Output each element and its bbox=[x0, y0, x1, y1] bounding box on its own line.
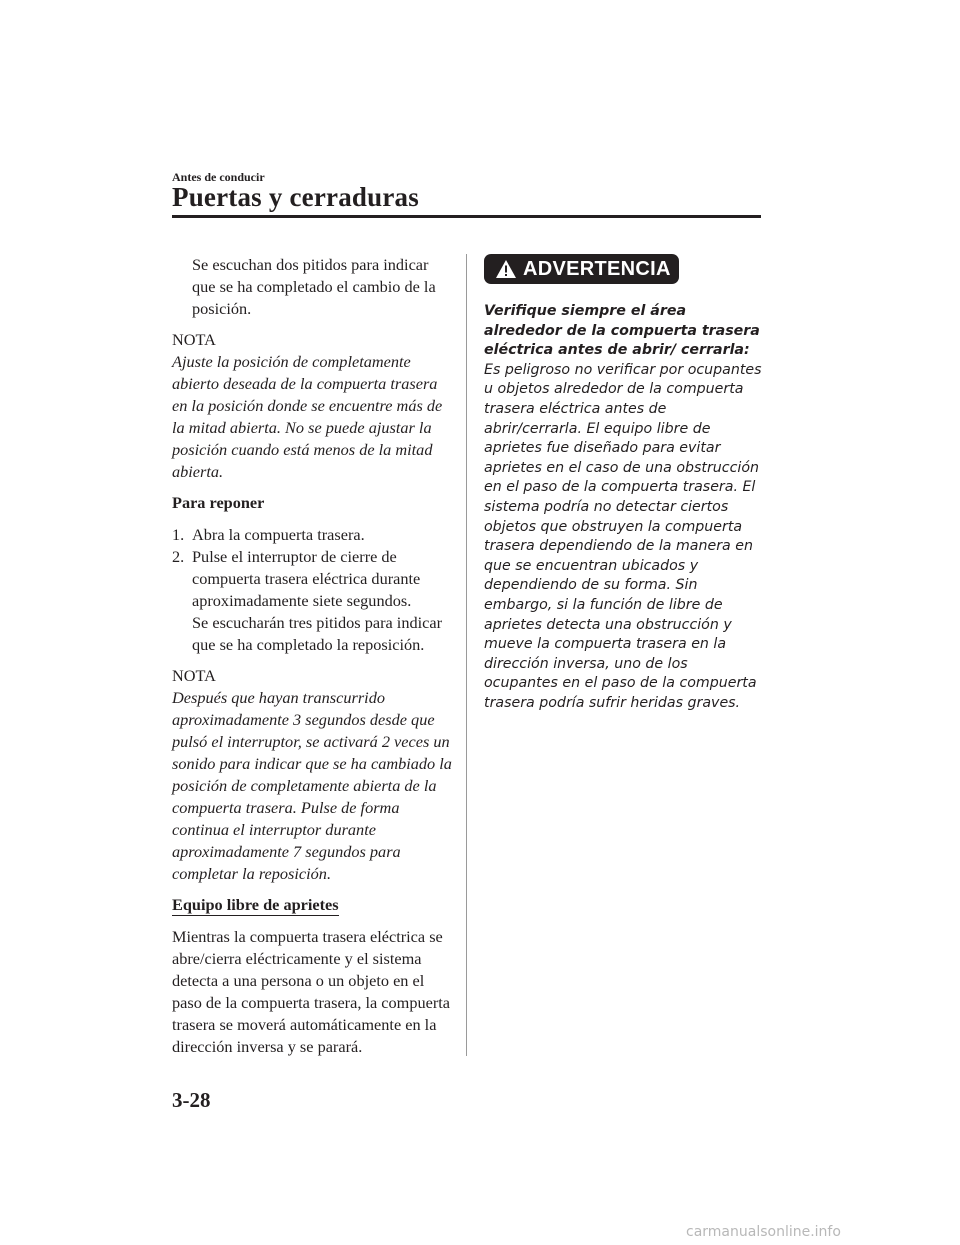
warning-title: Verifique siempre el área alrededor de la compuerta trasera eléctrica antes de abrir/ cerrarla: bbox=[484, 303, 760, 359]
list-item bbox=[172, 546, 454, 656]
step-number: 2. bbox=[172, 547, 185, 566]
warning-block bbox=[484, 254, 764, 713]
section-label: Antes de conducir bbox=[172, 170, 265, 184]
page-title: Puertas y cerraduras bbox=[172, 182, 419, 212]
warning-badge bbox=[484, 254, 679, 284]
step-extra-text: Se escucharán tres pitidos para indicar que se ha completado la reposición. bbox=[192, 613, 442, 654]
header-divider bbox=[172, 215, 761, 218]
section-body: Mientras la compuerta trasera eléctrica se abre/cierra eléctricamente y el sistema detecta a una persona o un objeto en el paso de la compuerta trasera, la compuerta trasera se moverá automáticamente en la dirección inversa y se parará. bbox=[172, 927, 451, 1056]
note-title: NOTA bbox=[172, 666, 216, 685]
warning-text: Es peligroso no verificar por ocupantes u objetos alrededor de la compuerta trasera eléctrica antes de abrir/cerrarla. El equipo libre de aprietes fue diseñado para evitar aprietes en el caso de una obstrucción en el paso de la compuerta trasera. El sistema podría no detectar ciertos objetos que obstruyen la compuerta trasera dependiendo de la manera en que se encuentran ubicados y dependiendo de su forma. Sin embargo, si la función de libre de aprietes detecta una obstrucción y mueve la compuerta trasera en la dirección inversa, uno de los ocupantes en el paso de la compuerta trasera podría sufrir heridas graves. bbox=[484, 361, 762, 711]
note-title: NOTA bbox=[172, 330, 216, 349]
column-divider bbox=[466, 254, 467, 1056]
note-block bbox=[172, 329, 454, 483]
steps-list bbox=[172, 524, 454, 656]
warning-triangle-icon bbox=[495, 259, 517, 279]
page-number: 3-28 bbox=[172, 1088, 211, 1112]
step-text: Pulse el interruptor de cierre de compuerta trasera eléctrica durante aproximadamente siete segundos. bbox=[192, 547, 421, 610]
step-text: Abra la compuerta trasera. bbox=[192, 525, 365, 544]
list-item bbox=[172, 524, 454, 546]
section-heading: Equipo libre de aprietes bbox=[172, 895, 339, 914]
note-block bbox=[172, 665, 454, 885]
left-column bbox=[172, 254, 454, 1058]
note-text: Ajuste la posición de completamente abierto deseada de la compuerta trasera en la posición donde se encuentre más de la mitad abierta. No se puede ajustar la posición cuando está menos de la mitad abierta. bbox=[172, 352, 443, 481]
subheading-reset: Para reponer bbox=[172, 493, 265, 512]
step-number: 1. bbox=[172, 525, 185, 544]
note-text: Después que hayan transcurrido aproximadamente 3 segundos desde que pulsó el interruptor, se activará 2 veces un sonido para indicar que se ha cambiado la posición de completamente abierta de la compuerta trasera. Pulse de forma continua el interruptor durante aproximadamente 7 segundos para completar la reposición. bbox=[172, 688, 452, 883]
warning-body bbox=[484, 302, 764, 713]
intro-paragraph: Se escuchan dos pitidos para indicar que se ha completado el cambio de la posición. bbox=[192, 255, 436, 318]
watermark: carmanualsonline.info bbox=[686, 1224, 841, 1240]
warning-label: ADVERTENCIA bbox=[523, 257, 671, 280]
